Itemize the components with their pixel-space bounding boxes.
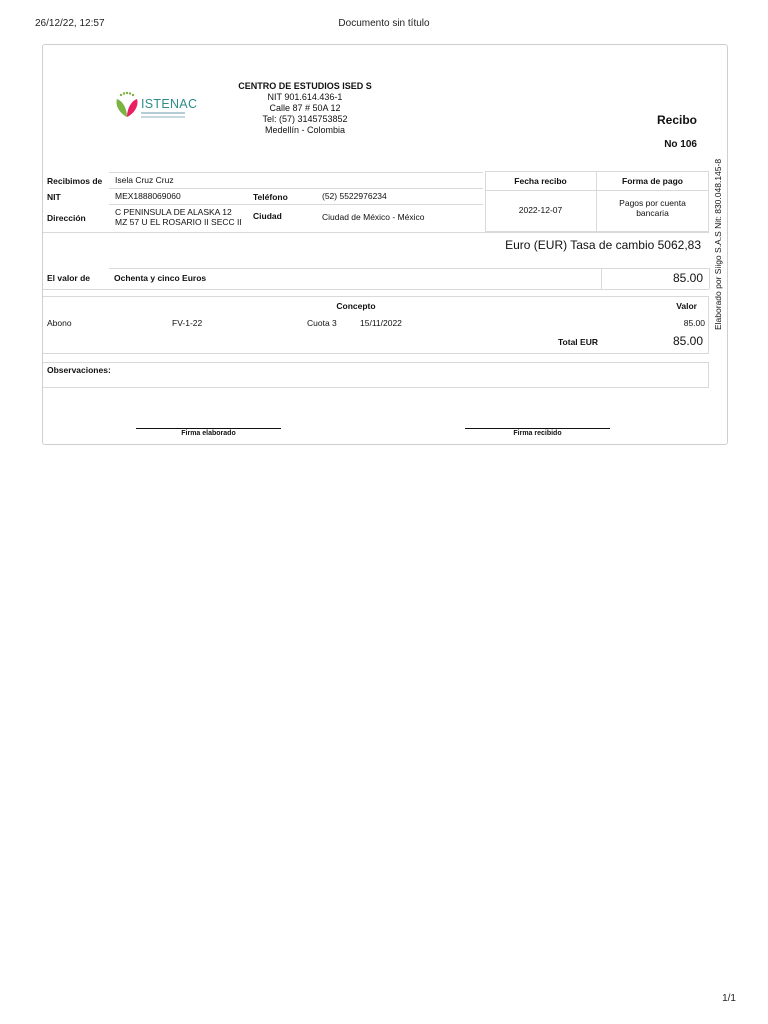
divider (485, 190, 709, 191)
vertical-credit-text: Elaborado por Siigo S.A.S Nit: 830.048.145-8 (713, 158, 723, 330)
divider (709, 268, 710, 289)
logo-tagline-mark-2 (141, 116, 185, 118)
concept-row-cuota: Cuota 3 (307, 318, 337, 328)
divider (601, 268, 602, 289)
forma-pago-line-1: Pagos por cuenta (619, 198, 686, 208)
total-value: 85.00 (672, 334, 703, 348)
divider (109, 204, 483, 205)
logo-text: ISTENAC (141, 97, 198, 111)
company-name: CENTRO DE ESTUDIOS ISED S (238, 81, 372, 91)
receipt-card (42, 44, 728, 445)
nit-label: NIT (47, 192, 61, 202)
company-city: Medellín - Colombia (264, 125, 346, 135)
concept-row-valor: 85.00 (683, 318, 705, 328)
valor-amount: 85.00 (672, 271, 703, 285)
direccion-value (115, 207, 242, 227)
concepto-header: Concepto (336, 301, 376, 311)
divider (109, 268, 709, 269)
valor-words: Ochenta y cinco Euros (114, 273, 207, 283)
forma-pago-line-2: bancaria (636, 208, 669, 218)
currency-exchange-line: Euro (EUR) Tasa de cambio 5062,83 (505, 238, 701, 252)
ciudad-label: Ciudad (253, 211, 282, 221)
logo-leaf-icon (113, 91, 141, 121)
signature-recibido-label: Firma recibido (513, 430, 562, 437)
company-logo (113, 91, 198, 127)
divider (109, 172, 483, 173)
concept-row-tipo: Abono (47, 318, 72, 328)
concept-row-doc: FV-1-22 (172, 318, 203, 328)
receipt-title: Recibo (656, 113, 697, 127)
telefono-value: (52) 5522976234 (322, 191, 387, 201)
company-address: Calle 87 # 50A 12 (269, 103, 341, 113)
ciudad-value: Ciudad de México - México (322, 212, 425, 222)
company-phone: Tel: (57) 3145753852 (262, 114, 348, 124)
signature-line-elaborado (136, 428, 281, 429)
print-datetime: 26/12/22, 12:57 (35, 18, 105, 29)
signature-line-recibido (465, 428, 610, 429)
company-info (223, 81, 387, 136)
recibimos-value: Isela Cruz Cruz (115, 175, 174, 185)
direccion-label: Dirección (47, 213, 86, 223)
total-label: Total EUR (558, 337, 598, 347)
divider (43, 232, 709, 233)
forma-pago-label: Forma de pago (622, 176, 683, 186)
recibimos-label: Recibimos de (47, 176, 103, 186)
valor-header: Valor (676, 301, 697, 311)
forma-pago-value (596, 198, 709, 218)
page-number: 1/1 (722, 993, 736, 1004)
divider (43, 289, 709, 290)
telefono-label: Teléfono (253, 192, 288, 202)
signature-elaborado-label: Firma elaborado (181, 430, 236, 437)
fecha-recibo-label: Fecha recibo (514, 176, 567, 186)
concept-row-fecha: 15/11/2022 (360, 318, 402, 328)
nit-value: MEX1888069060 (115, 191, 181, 201)
print-document-title: Documento sin título (338, 18, 430, 29)
fecha-recibo-value: 2022-12-07 (518, 205, 563, 215)
divider (109, 188, 483, 189)
valor-label: El valor de (47, 273, 90, 283)
direccion-line-2: MZ 57 U EL ROSARIO II SECC II (115, 217, 242, 227)
observaciones-box (43, 362, 709, 388)
observaciones-label: Observaciones: (47, 365, 111, 375)
direccion-line-1: C PENINSULA DE ALASKA 12 (115, 207, 232, 217)
receipt-number: No 106 (664, 139, 697, 150)
logo-tagline-mark (141, 112, 185, 114)
company-nit: NIT 901.614.436-1 (267, 92, 343, 102)
